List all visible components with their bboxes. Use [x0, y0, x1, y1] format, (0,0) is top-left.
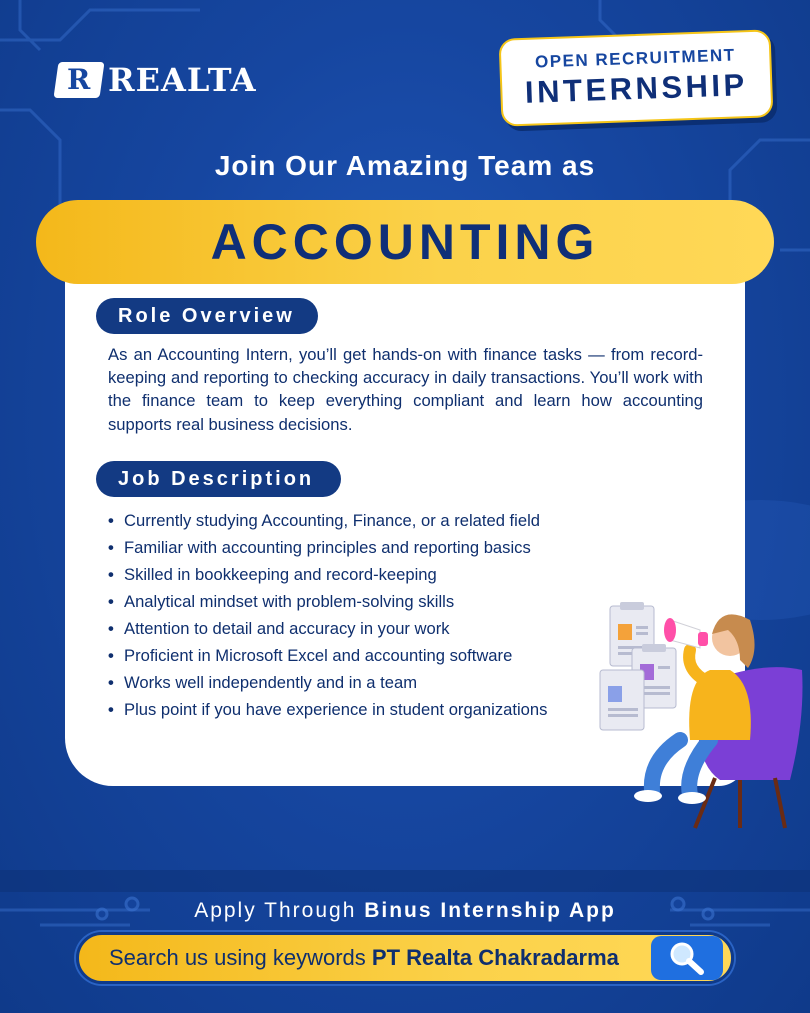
- headline: Join Our Amazing Team as: [214, 150, 596, 181]
- list-item: • Currently studying Accounting, Finance, or a related field: [108, 507, 628, 534]
- list-item: • Analytical mindset with problem-solving skills: [108, 588, 628, 615]
- logo-letter: R: [67, 63, 91, 96]
- badge-title: INTERNSHIP: [524, 67, 749, 110]
- list-item: • Skilled in bookkeeping and record-keeping: [108, 561, 628, 588]
- list-item: • Works well independently and in a team: [108, 669, 628, 696]
- apply-prefix: Apply Through: [194, 899, 365, 922]
- search-icon-button: [651, 936, 723, 980]
- job-description-heading: Job Description: [96, 461, 341, 497]
- search-keyword-text: [109, 945, 619, 971]
- job-description-list: [108, 507, 628, 723]
- list-item: • Familiar with accounting principles and reporting basics: [108, 534, 628, 561]
- apply-app-name: Binus Internship App: [364, 899, 616, 922]
- search-keyword: PT Realta Chakradarma: [371, 945, 619, 970]
- list-item: • Plus point if you have experience in student organizations: [108, 696, 628, 723]
- apply-through-text: [0, 899, 810, 923]
- position-banner: [36, 200, 774, 284]
- list-item: • Attention to detail and accuracy in your work: [108, 615, 628, 642]
- search-prefix: Search us using keywords: [109, 945, 372, 970]
- position-title: ACCOUNTING: [210, 214, 600, 270]
- badge-subtitle: OPEN RECRUITMENT: [534, 45, 736, 72]
- role-overview-heading: Role Overview: [96, 298, 318, 334]
- document-icons: [600, 602, 676, 730]
- megaphone-woman-illustration: [590, 590, 810, 835]
- megaphone-icon: [664, 618, 708, 648]
- logo-text: REALTA: [108, 61, 257, 99]
- logo-mark: [53, 62, 104, 98]
- role-overview-text: As an Accounting Intern, you’ll get hands-on with finance tasks — from record-keeping and reporting to checking accuracy in daily transactions. You’ll work with the finance team to keep everything compliant and learn how accounting supports real business decisions.: [108, 345, 703, 434]
- search-bar: [76, 932, 734, 984]
- realta-logo: [56, 62, 257, 98]
- internship-badge: [499, 29, 774, 126]
- list-item: • Proficient in Microsoft Excel and accounting software: [108, 642, 628, 669]
- search-icon: [667, 940, 707, 976]
